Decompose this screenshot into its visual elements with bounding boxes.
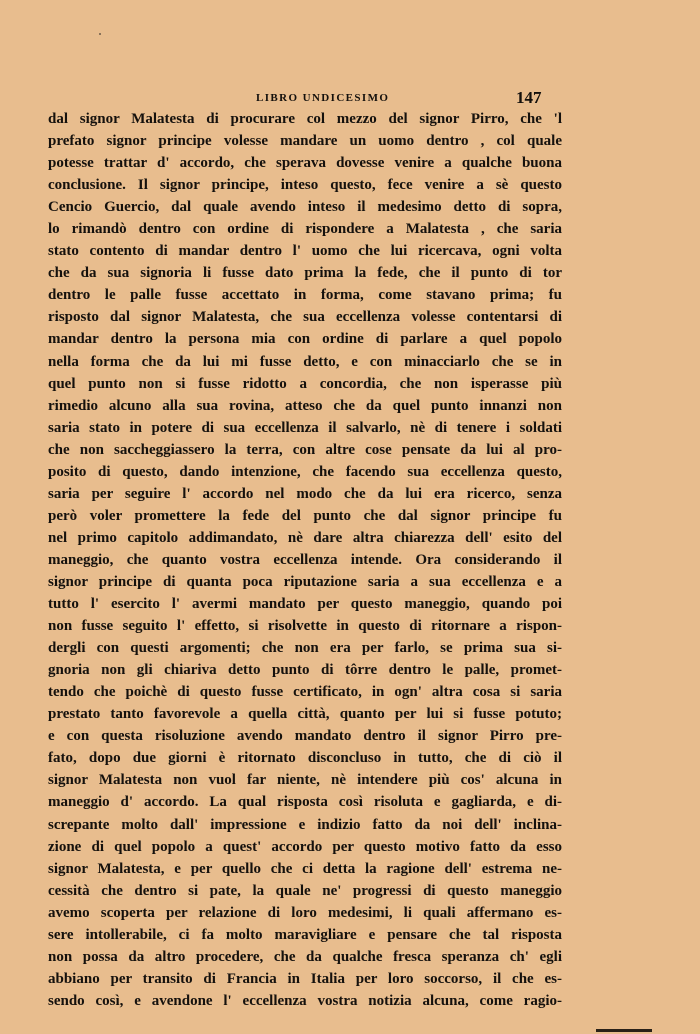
text-line: avemo scoperta per relazione di loro medesimi, li quali affermano es- <box>48 904 562 921</box>
running-header <box>0 90 700 108</box>
text-line: lo rimandò dentro con ordine di rispondere a Malatesta , che saria <box>48 221 562 238</box>
text-line: non possa da altro procedere, che da qualche fresca speranza ch' egli <box>48 948 562 965</box>
text-line: però voler promettere la fede del punto che dal signor principe fu <box>48 507 562 524</box>
text-line: saria stato in potere di sua eccellenza il salvarlo, nè di tenere i soldati <box>48 419 562 436</box>
text-line: dal signor Malatesta di procurare col mezzo del signor Pirro, che 'l <box>48 111 562 127</box>
text-line: abbiano per transito di Francia in Italia per loro soccorso, il che es- <box>48 970 562 987</box>
text-line: dentro le palle fusse accettato in forma, come stavano prima; fu <box>48 287 562 304</box>
text-line: quel punto non si fusse ridotto a concordia, che non isperasse più <box>48 375 562 392</box>
text-line: saria per seguire l' accordo nel modo che da lui era ricerco, senza <box>48 485 562 502</box>
body-text <box>48 108 562 1012</box>
text-line: screpante molto dall' impressione e indizio fatto da noi dell' inclina- <box>48 816 562 833</box>
text-line: zione di quel popolo a quest' accordo per questo motivo fatto da esso <box>48 838 562 855</box>
page-edge-mark <box>596 1029 652 1032</box>
paper-speck <box>99 33 101 35</box>
text-line: signor principe di quanta poca riputazione saria a sua eccellenza e a <box>48 573 562 590</box>
text-line: maneggio, che quanto vostra eccellenza intende. Ora considerando il <box>48 551 562 568</box>
text-line: rimedio alcuno alla sua rovina, atteso che da quel punto innanzi non <box>48 397 562 414</box>
text-line: risposto dal signor Malatesta, che sua eccellenza volesse contentarsi di <box>48 309 562 326</box>
text-line: maneggio d' accordo. La qual risposta così risoluta e gagliarda, e di- <box>48 794 562 811</box>
text-line: potesse trattar d' accordo, che sperava dovesse venire a qualche buona <box>48 155 562 172</box>
text-line: Cencio Guercio, dal quale avendo inteso il medesimo detto di sopra, <box>48 199 562 216</box>
text-line: sere intollerabile, ci fa molto maravigliare e pensare che tal risposta <box>48 926 562 943</box>
text-line: tutto l' esercito l' avermi mandato per questo maneggio, quando poi <box>48 596 562 613</box>
text-line: sendo così, e avendone l' eccellenza vostra notizia alcuna, come ragio- <box>48 992 562 1009</box>
text-line: signor Malatesta non vuol far niente, nè intendere più cos' alcuna in <box>48 772 562 789</box>
text-line: prestato tanto favorevole a quella città, quanto per lui si fusse potuto; <box>48 706 562 723</box>
page-number: 147 <box>516 88 542 107</box>
text-line: conclusione. Il signor principe, inteso questo, fece venire a sè questo <box>48 177 562 194</box>
text-line: dergli con questi argomenti; che non era per farlo, se prima sua si- <box>48 640 562 657</box>
text-line: tendo che poichè di questo fusse certificato, in ogn' altra cosa si saria <box>48 684 562 701</box>
text-line: posito di questo, dando intenzione, che facendo sua eccellenza questo, <box>48 463 562 480</box>
text-line: gnoria non gli chiariva detto punto di tôrre dentro le palle, promet- <box>48 662 562 679</box>
text-line: che da sua signoria li fusse dato prima la fede, che il punto di tor <box>48 265 562 282</box>
text-line: fato, dopo due giorni è ritornato disconcluso in tutto, che di ciò il <box>48 750 562 767</box>
text-line: nella forma che da lui mi fusse detto, e con minacciarlo che se in <box>48 353 562 370</box>
text-line: nel primo capitolo addimandato, nè dare altra chiarezza dell' esito del <box>48 529 562 546</box>
text-line: mandar dentro la persona mia con ordine di parlare a quel popolo <box>48 331 562 348</box>
text-line: prefato signor principe volesse mandare un uomo dentro , col quale <box>48 133 562 150</box>
text-line: non fusse seguito l' effetto, si risolvette in questo di ritornare a rispon- <box>48 618 562 635</box>
text-line: cessità che dentro si pate, la quale ne' progressi di questo maneggio <box>48 882 562 899</box>
text-line: signor Malatesta, e per quello che ci detta la ragione dell' estrema ne- <box>48 860 562 877</box>
text-line: stato contento di mandar dentro l' uomo che lui ricercava, ogni volta <box>48 243 562 260</box>
text-line: e con questa risoluzione avendo mandato dentro il signor Pirro pre- <box>48 728 562 745</box>
text-line: che non saccheggiassero la terra, con altre cose pensate da lui al pro- <box>48 441 562 458</box>
running-title: LIBRO UNDICESIMO <box>256 92 390 104</box>
